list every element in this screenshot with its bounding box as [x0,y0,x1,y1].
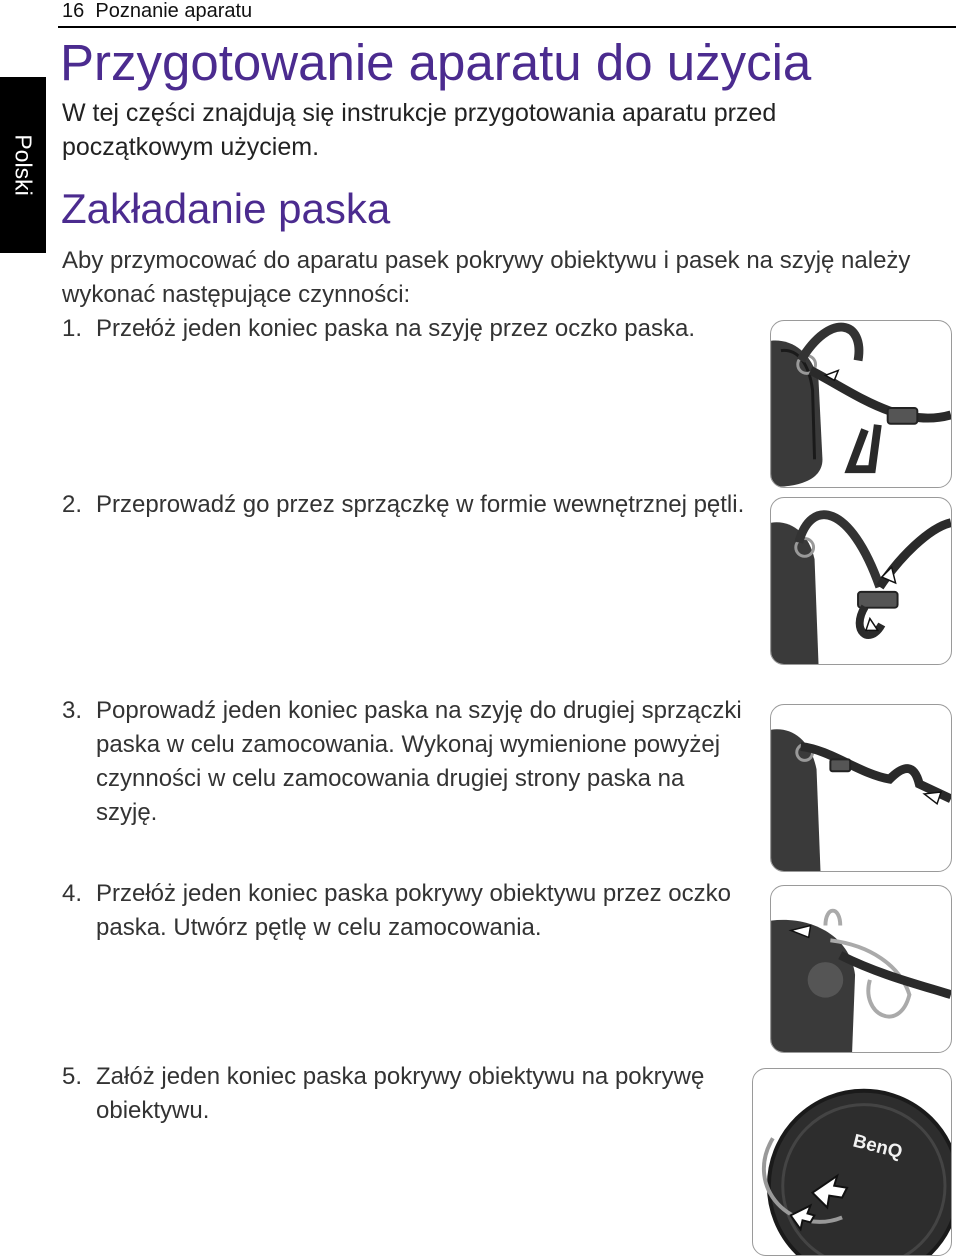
lens-cap-strap-loop-illustration [771,886,951,1052]
page-header [62,0,252,22]
step-2 [62,488,752,522]
strap-buckle-illustration [771,498,951,664]
illustration-step-3 [770,704,952,872]
step-number: 4. [62,880,83,907]
step-number: 2. [62,491,83,518]
illustration-step-2 [770,497,952,665]
lead-text: Aby przymocować do aparatu pasek pokrywy obiektywu i pasek na szyję należy wykonać następujące czynności: [62,247,911,308]
page-number: 16 [62,0,85,22]
language-tab-label: Polski [10,134,37,196]
illustration-step-4 [770,885,952,1053]
header-divider [58,26,956,28]
step-text: Poprowadź jeden koniec paska na szyję do drugiej sprzączki paska w celu zamocowania. Wykonaj wymienione powyżej czynności w celu zamocowania drugiej strony paska na szyję. [96,697,742,826]
lens-cap-logo: BenQ [851,1129,905,1163]
page-title: Przygotowanie aparatu do użycia [60,34,812,91]
camera-strap-eyelet-illustration [771,321,951,487]
strap-second-buckle-illustration [771,705,951,871]
step-text: Załóż jeden koniec paska pokrywy obiektywu na pokrywę obiektywu. [96,1063,705,1124]
section-name: Poznanie aparatu [95,0,253,22]
step-text: Przełóż jeden koniec paska na szyję przez oczko paska. [96,315,695,342]
step-number: 3. [62,697,83,724]
step-4 [62,877,752,945]
step-number: 1. [62,315,83,342]
step-1 [62,312,752,346]
intro-text: W tej części znajdują się instrukcje przygotowania aparatu przed początkowym użyciem. [62,99,777,161]
step-5 [62,1060,752,1128]
illustration-step-1 [770,320,952,488]
step-text: Przełóż jeden koniec paska pokrywy obiektywu przez oczko paska. Utwórz pętlę w celu zamocowania. [96,880,731,941]
illustration-step-5 [752,1068,952,1256]
step-number: 5. [62,1063,83,1090]
lens-cap-illustration [753,1069,951,1255]
section-subtitle: Zakładanie paska [61,185,391,232]
step-text: Przeprowadź go przez sprzączkę w formie wewnętrznej pętli. [96,491,745,518]
language-tab [0,77,46,253]
step-3 [62,694,752,830]
